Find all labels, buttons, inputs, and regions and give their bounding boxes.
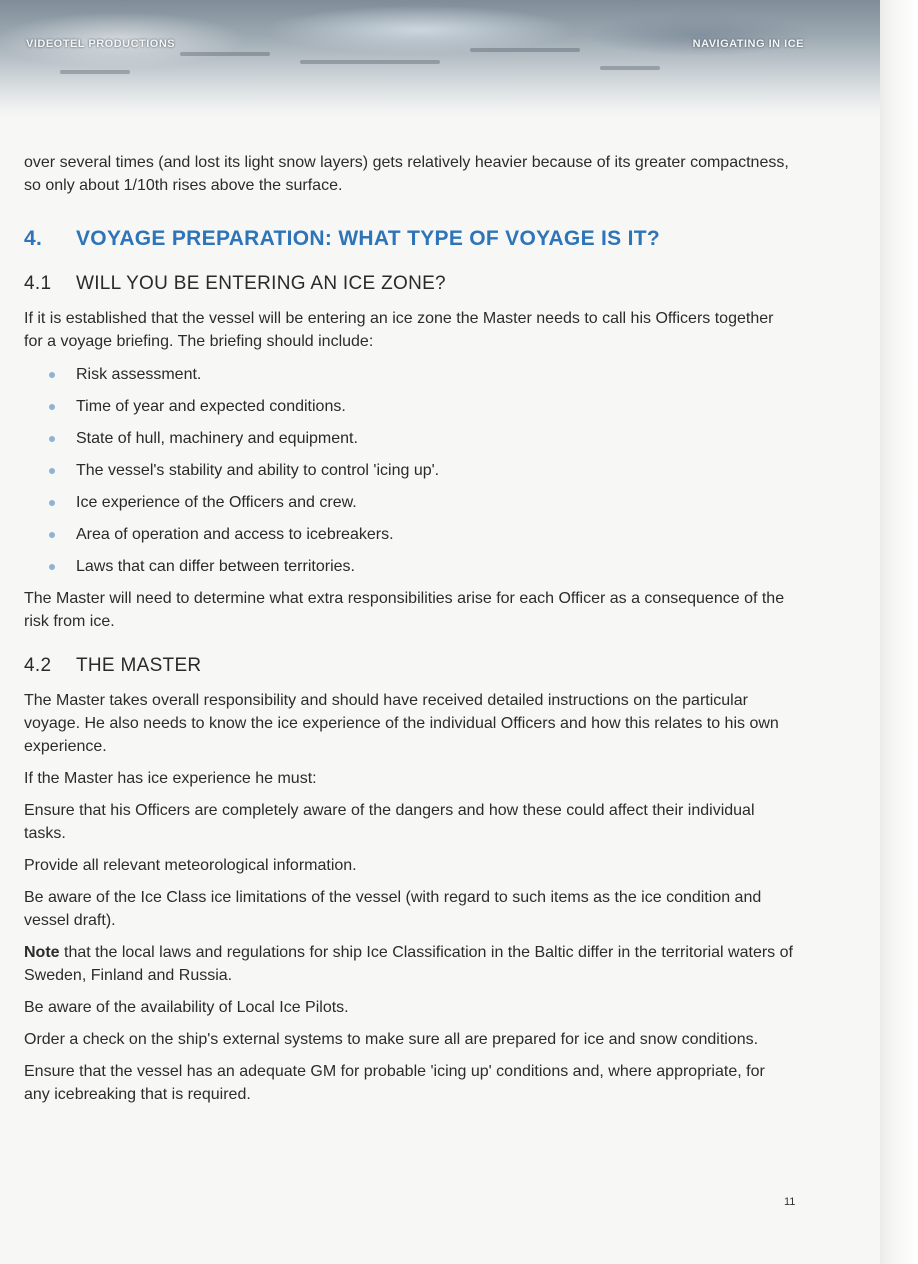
page-number: 11 xyxy=(784,1196,796,1208)
main-content xyxy=(24,151,794,1115)
list-item xyxy=(46,555,794,578)
bullet-icon xyxy=(49,436,55,442)
list-item-text: Ice experience of the Officers and crew. xyxy=(76,494,357,511)
list-item-text: The vessel's stability and ability to control 'icing up'. xyxy=(76,462,440,479)
paragraph: Ensure that the vessel has an adequate GM for probable 'icing up' conditions and, where appropriate, for any icebreaking that is required. xyxy=(24,1063,765,1103)
list-item xyxy=(46,491,794,514)
ice-texture xyxy=(300,60,440,64)
section-number: 4. xyxy=(24,227,43,250)
subsection-title: THE MASTER xyxy=(76,655,202,676)
list-item xyxy=(46,427,794,450)
list-item xyxy=(46,459,794,482)
note-label: Note xyxy=(24,944,60,961)
note-text: that the local laws and regulations for ship Ice Classification in the Baltic differ in the territorial waters of Sweden, Finland and Russia. xyxy=(24,944,793,984)
briefing-list xyxy=(46,363,794,578)
list-item xyxy=(46,363,794,386)
ice-texture xyxy=(470,48,580,52)
paragraph: If the Master has ice experience he must: xyxy=(24,770,317,787)
paragraph: Ensure that his Officers are completely aware of the dangers and how these could affect their individual tasks. xyxy=(24,802,755,842)
paragraph: The Master takes overall responsibility and should have received detailed instructions on the particular voyage. He also needs to know the ice experience of the individual Officers and how this relates to his own experience. xyxy=(24,692,779,755)
list-item xyxy=(46,395,794,418)
paragraph: The Master will need to determine what extra responsibilities arise for each Officer as a consequence of the risk from ice. xyxy=(24,590,785,630)
section-heading xyxy=(24,227,794,251)
paragraph: Be aware of the Ice Class ice limitations of the vessel (with regard to such items as the ice condition and vessel draft). xyxy=(24,889,762,929)
bullet-icon xyxy=(49,532,55,538)
bullet-icon xyxy=(49,500,55,506)
ice-texture xyxy=(60,70,130,74)
list-item-text: State of hull, machinery and equipment. xyxy=(76,430,358,447)
paragraph: If it is established that the vessel will be entering an ice zone the Master needs to call his Officers together for a voyage briefing. The briefing should include: xyxy=(24,310,774,350)
list-item xyxy=(46,523,794,546)
bullet-icon xyxy=(49,468,55,474)
publisher-brand: VIDEOTEL PRODUCTIONS xyxy=(26,38,176,50)
note-paragraph xyxy=(24,941,794,987)
bullet-icon xyxy=(49,564,55,570)
ice-texture xyxy=(180,52,270,56)
publication-title: NAVIGATING IN ICE xyxy=(692,38,804,50)
subsection-number: 4.1 xyxy=(24,273,52,294)
list-item-text: Area of operation and access to icebreakers. xyxy=(76,526,394,543)
subsection-heading xyxy=(24,655,794,677)
bullet-icon xyxy=(49,372,55,378)
subsection-number: 4.2 xyxy=(24,655,52,676)
bullet-icon xyxy=(49,404,55,410)
header-ice-photo-banner xyxy=(0,0,880,118)
ice-texture xyxy=(600,66,660,70)
section-title: VOYAGE PREPARATION: WHAT TYPE OF VOYAGE IS IT? xyxy=(76,227,660,250)
paragraph: Provide all relevant meteorological information. xyxy=(24,857,357,874)
list-item-text: Risk assessment. xyxy=(76,366,202,383)
list-item-text: Laws that can differ between territories. xyxy=(76,558,355,575)
intro-paragraph: over several times (and lost its light snow layers) gets relatively heavier because of its greater compactness, so only about 1/10th rises above the surface. xyxy=(24,154,789,194)
list-item-text: Time of year and expected conditions. xyxy=(76,398,346,415)
subsection-title: WILL YOU BE ENTERING AN ICE ZONE? xyxy=(76,273,446,294)
paragraph: Order a check on the ship's external systems to make sure all are prepared for ice and snow conditions. xyxy=(24,1031,759,1048)
subsection-heading xyxy=(24,273,794,295)
paragraph: Be aware of the availability of Local Ice Pilots. xyxy=(24,999,349,1016)
